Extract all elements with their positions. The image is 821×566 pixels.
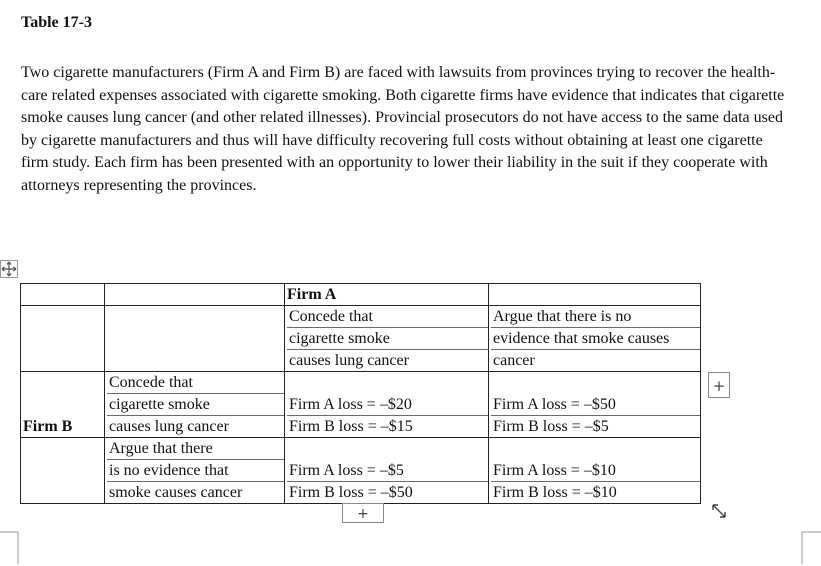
resize-diagonal-icon[interactable] [708, 500, 730, 522]
firm-b-header[interactable]: Firm B [21, 372, 105, 438]
move-arrows-icon [1, 261, 17, 277]
payoff-cell[interactable]: Firm A loss = –$10 Firm B loss = –$10 [489, 438, 701, 504]
payoff-matrix [20, 283, 701, 504]
table-row [21, 372, 701, 438]
empty-cell[interactable] [105, 284, 285, 306]
table-title: Table 17-3 [21, 14, 92, 31]
empty-cell[interactable] [489, 284, 701, 306]
add-column-button[interactable]: + [708, 372, 730, 398]
table-row [21, 306, 701, 372]
page-margin-corner-right-icon [798, 524, 821, 564]
page-margin-corner-left-icon [0, 524, 20, 564]
firm-b-strategy-argue[interactable]: Argue that there is no evidence that smoke causes cancer [105, 438, 285, 504]
problem-description: Two cigarette manufacturers (Firm A and Firm B) are faced with lawsuits from provinces trying to recover the health-care related expenses associated with cigarette smoking. Both cigarette firms have evidence that indicates that cigarette smoke causes lung cancer (and other related illnesses). Provincial prosecutors do not have access to the same data used by cigarette manufacturers and thus will have difficulty recovering full costs without obtaining at least one cigarette firm study. Each firm has been presented with an opportunity to lower their liability in the suit if they cooperate with attorneys representing the provinces. [21, 64, 785, 194]
table-move-handle[interactable] [0, 260, 18, 278]
firm-b-strategy-concede[interactable]: Concede that cigarette smoke causes lung cancer [105, 372, 285, 438]
add-row-button[interactable]: + [342, 503, 384, 523]
payoff-cell[interactable]: Firm A loss = –$5 Firm B loss = –$50 [285, 438, 489, 504]
empty-cell[interactable] [105, 306, 285, 372]
empty-cell[interactable] [21, 284, 105, 306]
table-row [21, 284, 701, 306]
firm-a-strategy-concede[interactable]: Concede that cigarette smoke causes lung cancer [285, 306, 489, 372]
empty-cell[interactable] [21, 306, 105, 372]
payoff-cell[interactable]: Firm A loss = –$50 Firm B loss = –$5 [489, 372, 701, 438]
firm-a-header[interactable]: Firm A [285, 284, 489, 306]
table-row [21, 438, 701, 504]
empty-cell[interactable] [21, 438, 105, 504]
firm-a-strategy-argue[interactable]: Argue that there is no evidence that smoke causes cancer [489, 306, 701, 372]
payoff-cell[interactable]: Firm A loss = –$20 Firm B loss = –$15 [285, 372, 489, 438]
